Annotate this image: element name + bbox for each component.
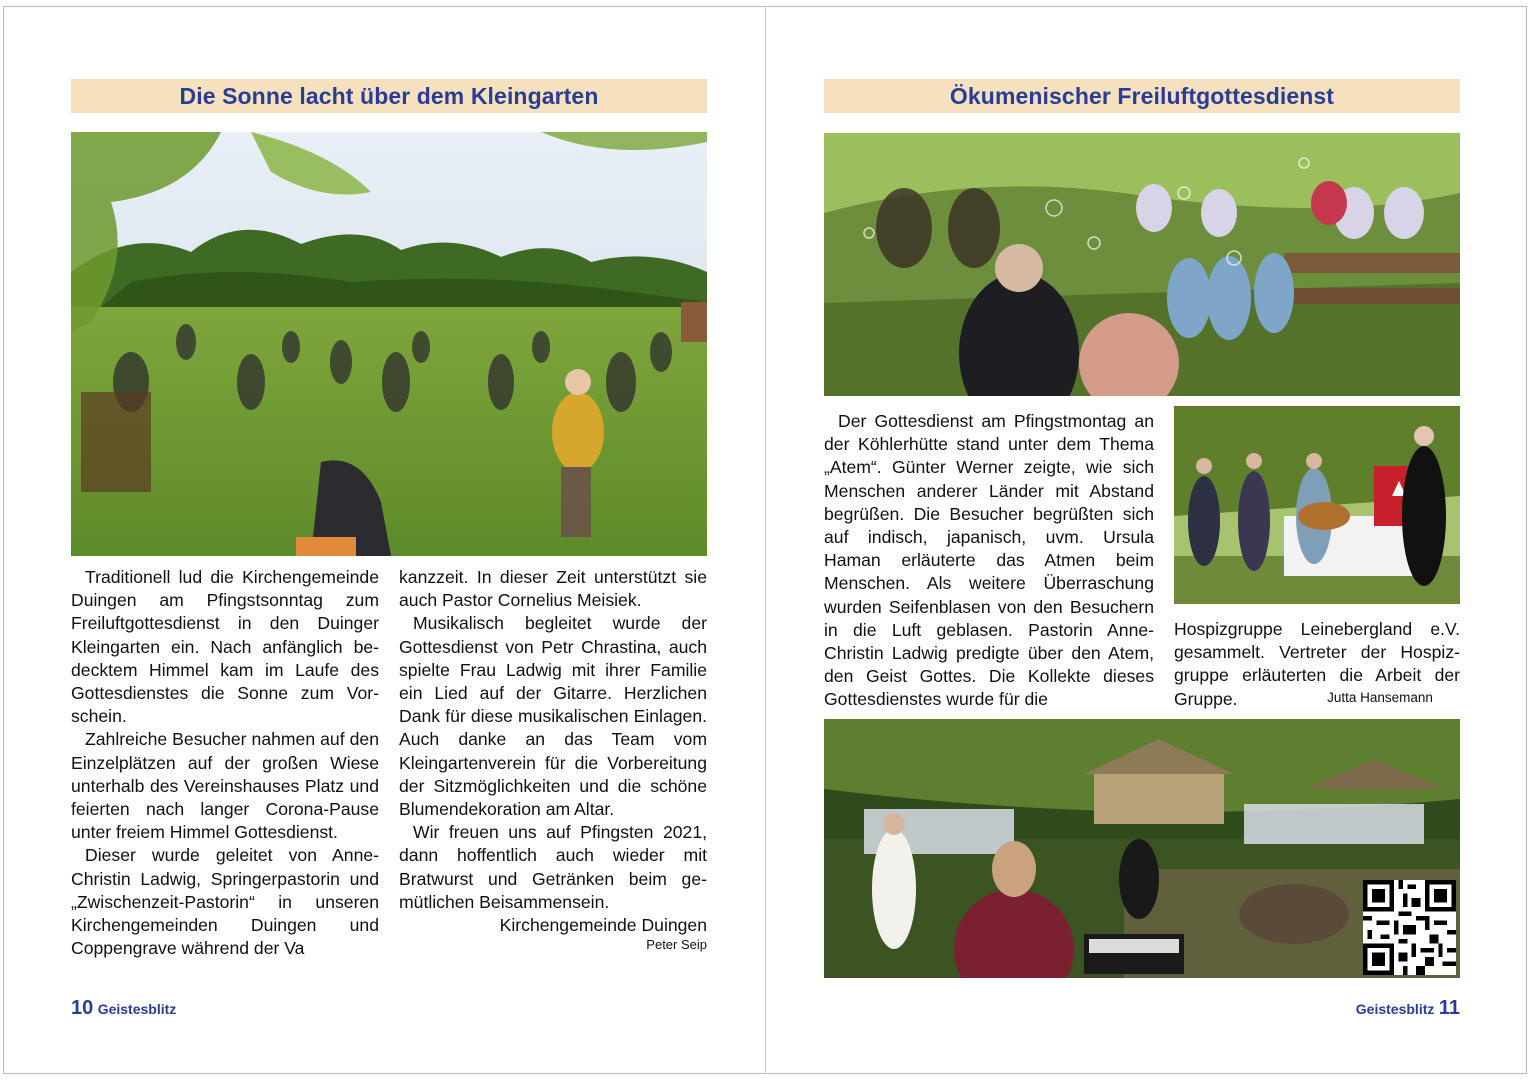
page-number: 11 <box>1438 997 1460 1019</box>
photo-family-music-altar <box>1174 406 1460 604</box>
paragraph: Hospizgruppe Leinebergland e.V. gesammelt. Vertreter der Hospizgruppe erläuterten die Arbeit der Gruppe. <box>1174 619 1460 709</box>
right-article-column-1 <box>824 410 1154 712</box>
signature-author: Peter Seip <box>646 937 707 953</box>
right-page-folio <box>1356 997 1460 1020</box>
page-fold <box>765 6 766 1074</box>
paragraph: Traditionell lud die Kirchengemeinde Duingen am Pfingstsonntag zum Freiluftgottesdienst in den Duinger Kleingarten ein. Nach anfänglich bedecktem Himmel kam im Laufe des Gottesdienstes die Sonne zum Vorschein. <box>71 567 379 727</box>
magazine-name: Geistesblitz <box>97 1001 177 1017</box>
left-page-folio <box>71 997 176 1020</box>
left-article-column-1 <box>71 566 379 960</box>
qr-code[interactable] <box>1363 880 1456 975</box>
page-number: 10 <box>71 997 94 1019</box>
paragraph: Zahlreiche Besucher nahmen auf den Einzelplätzen auf der großen Wiese unterhalb des Vereinshauses Platz und feierten nach langer Corona-Pause unter freiem Himmel Gottesdienst. <box>71 729 379 843</box>
right-article-title: Ökumenischer Freiluftgottesdienst <box>949 82 1335 109</box>
right-article-title-bar <box>824 79 1460 113</box>
magazine-name: Geistesblitz <box>1355 1001 1435 1017</box>
signature-organization: Kirchengemeinde Duingen <box>499 915 707 936</box>
paragraph: Wir freuen uns auf Pfingsten 2021, dann hoffentlich auch wieder mit Bratwurst und Getränken beim gemütlichen Beisammensein. <box>399 822 707 912</box>
left-article-column-2 <box>399 566 707 953</box>
paragraph: kanzzeit. In dieser Zeit unterstützt sie auch Pastor Cornelius Meisiek. <box>399 567 707 611</box>
paragraph: Der Gottesdienst am Pfingstmontag an der Köhlerhütte stand unter dem Thema „Atem“. Günter Werner zeigte, wie sich Menschen anderer Länder mit Abstand begrüßen. Die Besucher begrüßten sich auf indisch, japanisch, uvm. Ursula Haman erläuterte das Atmen beim Menschen. Als weitere Überraschung wurden Seifenblasen von den Besuchern in die Luft geblasen. Pastorin Anne-Christin Ladwig predigte über den Atem, den Geist Gottes. Die Kollekte dieses Gottesdienstes wurde für die <box>824 411 1154 710</box>
photo-congregation-bubbles <box>824 133 1460 396</box>
article-author: Jutta Hansemann <box>1327 690 1433 705</box>
left-article-title: Die Sonne lacht über dem Kleingarten <box>179 82 599 109</box>
left-article-title-bar <box>71 79 707 113</box>
photo-kleingarten-service <box>71 132 707 556</box>
paragraph: Dieser wurde geleitet von Anne-Christin Ladwig, Springerpastorin und „Zwischenzeit-Pastorin“ in unseren Kirchengemeinden Duingen und Coppengrave während der Va <box>71 845 379 959</box>
paragraph: Musikalisch begleitet wurde der Gottesdienst von Petr Chrastina, auch spielte Frau Ladwig mit ihrer Familie ein Lied auf der Gitarre. Herzlichen Dank für diese musikalischen Einlagen. Auch danke an das Team vom Kleingartenverein für die Vorbereitung der Sitzmöglichkeiten und die schöne Blumendekoration am Altar. <box>399 613 707 820</box>
